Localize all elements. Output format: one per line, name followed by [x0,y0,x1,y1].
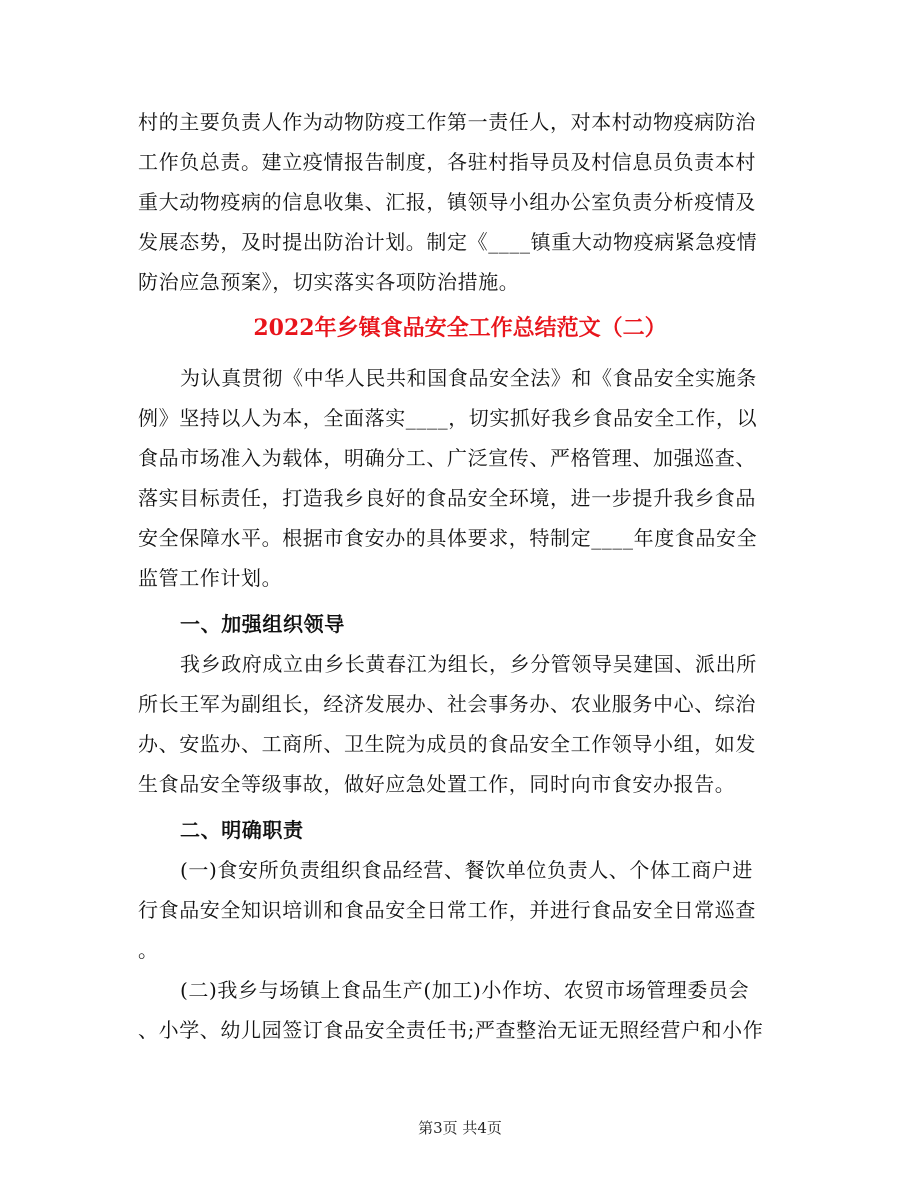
intro-line-3: 重大动物疫病的信息收集、汇报，镇领导小组办公室负责分析疫情及 [138,190,756,214]
para2-line-1: 我乡政府成立由乡长黄春江为组长，乡分管领导吴建国、派出所 [180,652,757,676]
para2-line-2: 所长王军为副组长，经济发展办、社会事务办、农业服务中心、综治 [138,692,756,716]
para1-line-1: 为认真贯彻《中华人民共和国食品安全法》和《食品安全实施条 [180,366,757,390]
para1-line-4: 落实目标责任，打造我乡良好的食品安全环境，进一步提升我乡食品 [138,486,756,510]
intro-line-1: 村的主要负责人作为动物防疫工作第一责任人，对本村动物疫病防治 [138,110,756,134]
para4-line-2: 、小学、幼儿园签订食品安全责任书;严查整治无证无照经营户和小作 [138,1018,764,1042]
para1-line-5: 安全保障水平。根据市食安办的具体要求，特制定____年度食品安全 [138,526,758,550]
para3-line-1: (一)食安所负责组织食品经营、餐饮单位负责人、个体工商户进 [180,858,754,882]
para3-line-2: 行食品安全知识培训和食品安全日常工作，并进行食品安全日常巡查 [138,898,756,922]
para2-line-4: 生食品安全等级事故，做好应急处置工作，同时向市食安办报告。 [138,772,736,796]
para1-line-6: 监管工作计划。 [138,566,283,590]
page-number-footer: 第3页 共4页 [418,1119,502,1137]
para4-line-1: (二)我乡与场镇上食品生产(加工)小作坊、农贸市场管理委员会 [180,978,750,1002]
intro-line-5: 防治应急预案》，切实落实各项防治措施。 [138,270,520,294]
intro-line-4: 发展态势，及时提出防治计划。制定《____镇重大动物疫病紧急疫情 [138,230,758,254]
document-title: 2022年乡镇食品安全工作总结范文（二） [253,315,667,341]
intro-line-2: 工作负总责。建立疫情报告制度，各驻村指导员及村信息员负责本村 [138,150,756,174]
para1-line-3: 食品市场准入为载体，明确分工、广泛宣传、严格管理、加强巡查、 [138,446,756,470]
section-heading-1: 一、加强组织领导 [180,612,345,636]
para3-line-3: 。 [138,938,159,962]
para2-line-3: 办、安监办、工商所、卫生院为成员的食品安全工作领导小组，如发 [138,732,756,756]
section-heading-2: 二、明确职责 [180,818,304,842]
para1-line-2: 例》坚持以人为本，全面落实____，切实抓好我乡食品安全工作，以 [138,406,758,430]
